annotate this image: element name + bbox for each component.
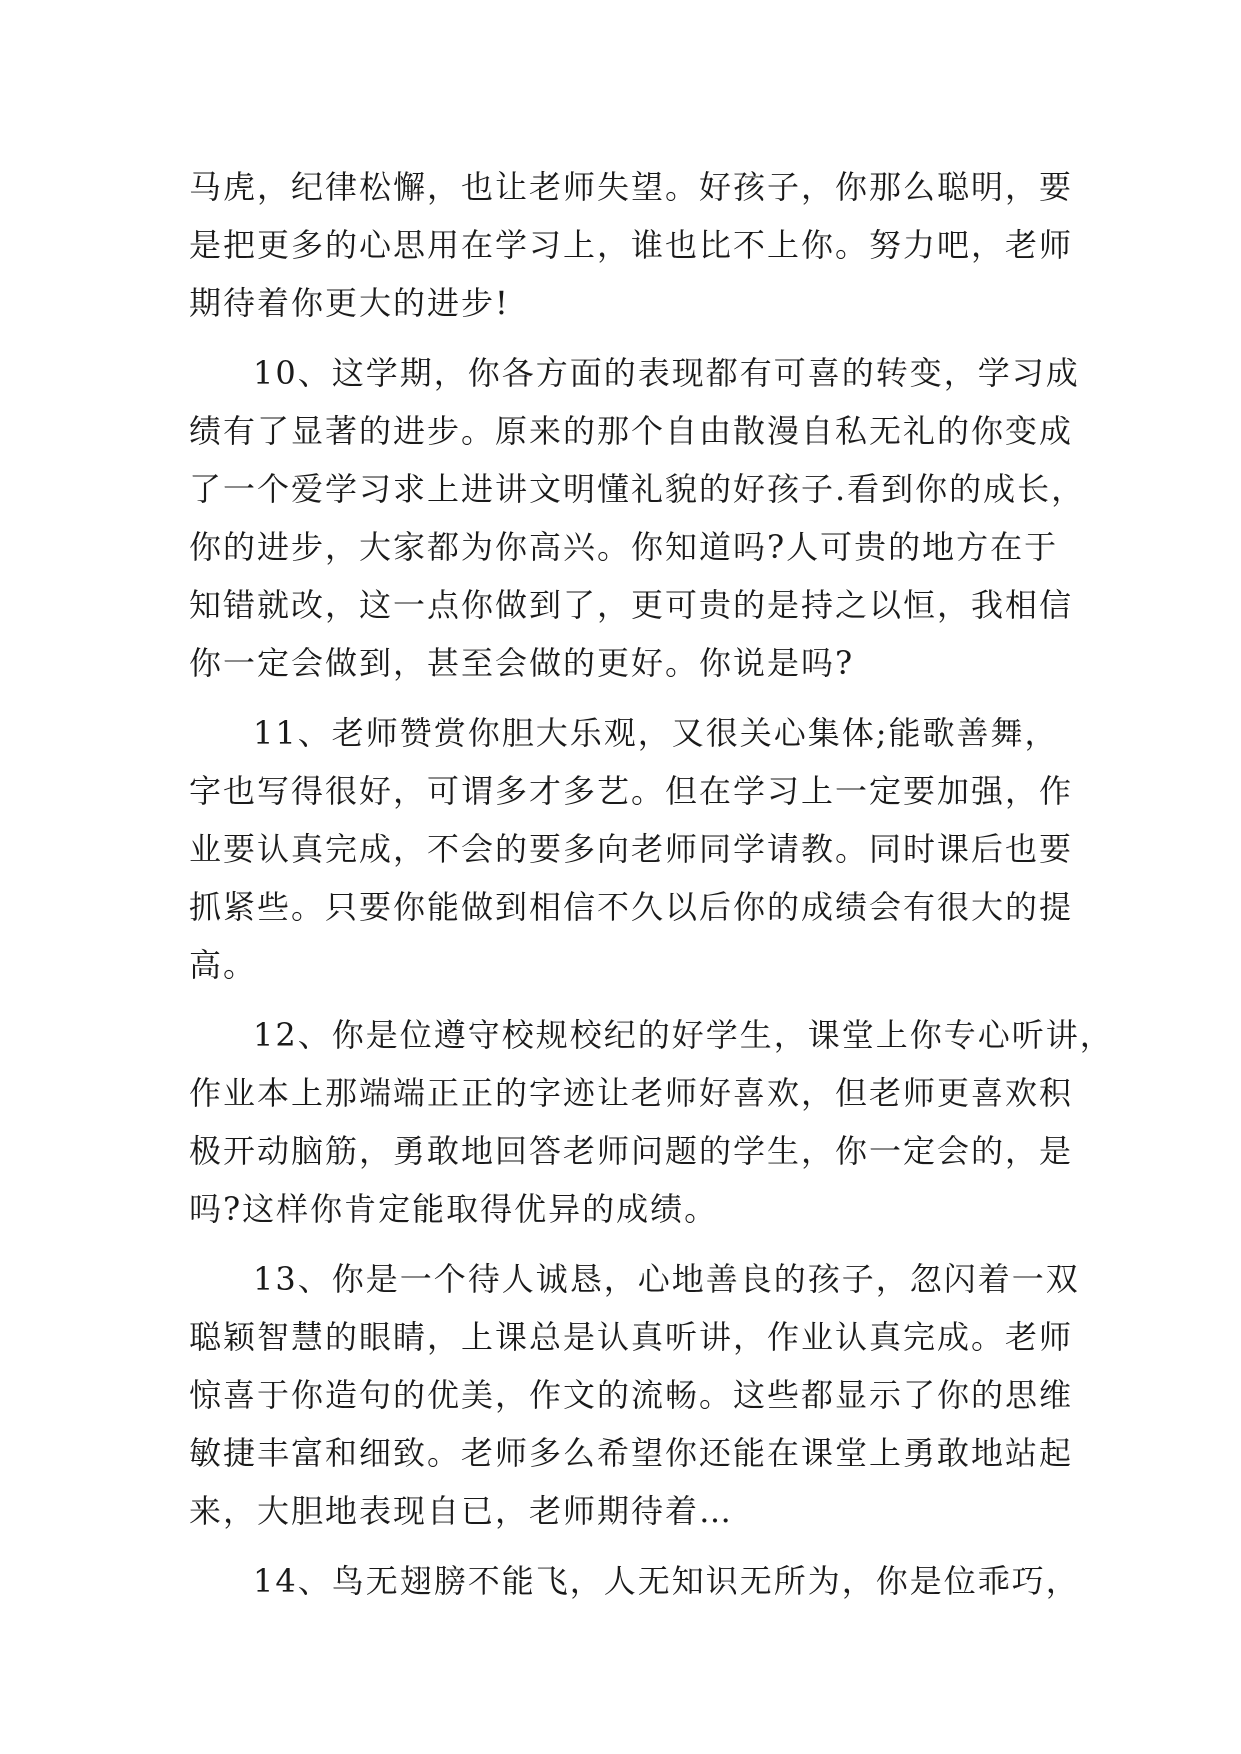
document-body — [189, 158, 1114, 1610]
text-line: 14、鸟无翅膀不能飞，人无知识无所为，你是位乖巧， — [253, 1562, 1080, 1600]
text-line: 11、老师赞赏你胆大乐观，又很关心集体;能歌善舞， — [253, 714, 1059, 752]
text-line: 高。 — [189, 946, 258, 984]
text-line: 吗?这样你肯定能取得优异的成绩。 — [189, 1190, 719, 1228]
text-line: 马虎，纪律松懈，也让老师失望。好孩子，你那么聪明，要 — [189, 168, 1074, 206]
text-line: 你一定会做到，甚至会做的更好。你说是吗? — [189, 644, 855, 682]
paragraph-12 — [189, 1006, 1114, 1238]
text-line: 聪颖智慧的眼睛，上课总是认真听讲，作业认真完成。老师 — [189, 1318, 1074, 1356]
paragraph-9-continuation — [189, 158, 1074, 332]
text-line: 抓紧些。只要你能做到相信不久以后你的成绩会有很大的提 — [189, 888, 1074, 926]
text-line: 你的进步，大家都为你高兴。你知道吗?人可贵的地方在于 — [189, 528, 1059, 566]
text-line: 12、你是位遵守校规校纪的好学生，课堂上你专心听讲， — [253, 1016, 1114, 1054]
text-line: 字也写得很好，可谓多才多艺。但在学习上一定要加强，作 — [189, 772, 1074, 810]
text-line: 敏捷丰富和细致。老师多么希望你还能在课堂上勇敢地站起 — [189, 1434, 1074, 1472]
text-line: 业要认真完成，不会的要多向老师同学请教。同时课后也要 — [189, 830, 1074, 868]
text-line: 知错就改，这一点你做到了，更可贵的是持之以恒，我相信 — [189, 586, 1074, 624]
paragraph-11 — [189, 704, 1074, 994]
text-line: 来，大胆地表现自已，老师期待着… — [189, 1492, 734, 1530]
paragraph-13 — [189, 1250, 1080, 1540]
text-line: 绩有了显著的进步。原来的那个自由散漫自私无礼的你变成 — [189, 412, 1074, 450]
text-line: 13、你是一个待人诚恳，心地善良的孩子，忽闪着一双 — [253, 1260, 1080, 1298]
text-line: 作业本上那端端正正的字迹让老师好喜欢，但老师更喜欢积 — [189, 1074, 1074, 1112]
text-line: 10、这学期，你各方面的表现都有可喜的转变，学习成 — [253, 354, 1080, 392]
text-line: 了一个爱学习求上进讲文明懂礼貌的好孩子.看到你的成长， — [189, 470, 1086, 508]
text-line: 期待着你更大的进步! — [189, 284, 510, 322]
paragraph-14 — [189, 1552, 1080, 1610]
text-line: 惊喜于你造句的优美，作文的流畅。这些都显示了你的思维 — [189, 1376, 1074, 1414]
paragraph-10 — [189, 344, 1086, 692]
text-line: 是把更多的心思用在学习上，谁也比不上你。努力吧，老师 — [189, 226, 1074, 264]
text-line: 极开动脑筋，勇敢地回答老师问题的学生，你一定会的，是 — [189, 1132, 1074, 1170]
